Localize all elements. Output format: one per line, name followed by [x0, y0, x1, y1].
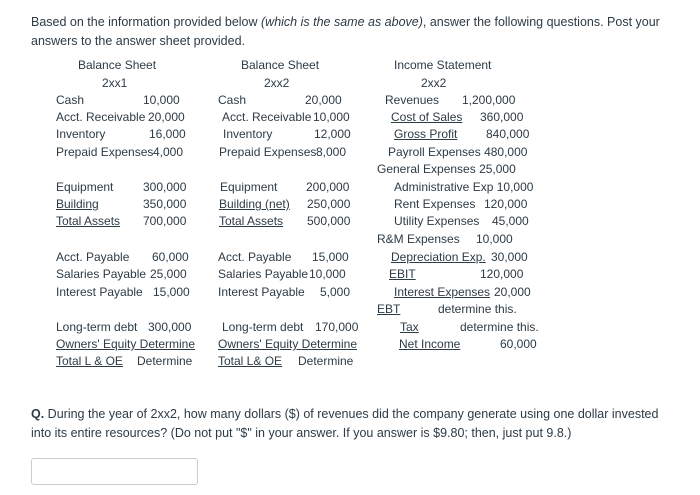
bs2-total-loe-label: Total L& OE — [218, 354, 283, 368]
is-cogs-value: 360,000 — [480, 110, 524, 124]
bs2-cash-value: 20,000 — [305, 93, 342, 107]
bs2-inventory-label: Inventory — [223, 127, 273, 141]
is-utility-value: 45,000 — [492, 214, 529, 228]
bs1-building-label: Building — [56, 197, 99, 211]
bs1-salaries-label: Salaries Payable — [56, 267, 147, 281]
bs1-inventory-label: Inventory — [56, 127, 106, 141]
is-admin-label: Administrative Exp — [394, 180, 494, 194]
bs1-title: Balance Sheet — [78, 58, 157, 72]
is-gross-label: Gross Profit — [394, 127, 458, 141]
bs2-salaries-value: 10,000 — [309, 267, 346, 281]
is-depreciation-row — [391, 250, 531, 264]
instructions-italic: (which is the same as above) — [261, 15, 423, 29]
bs2-equipment-label: Equipment — [220, 180, 278, 194]
bs1-oe-label: Owners' Equity — [56, 337, 137, 351]
bs1-equipment-label: Equipment — [56, 180, 114, 194]
is-tax-value: determine this. — [460, 320, 539, 334]
bs1-year: 2xx1 — [102, 76, 128, 90]
is-ebt-row — [377, 302, 532, 316]
bs2-ltd-label: Long-term debt — [222, 320, 304, 334]
instructions-text — [31, 13, 681, 51]
is-title: Income Statement — [394, 58, 492, 72]
is-gross-row — [394, 127, 531, 141]
bs2-title: Balance Sheet — [241, 58, 320, 72]
bs2-total-assets-row — [219, 214, 352, 228]
bs1-total-loe-row — [56, 354, 195, 368]
bs1-building-row — [56, 197, 192, 211]
bs2-ap-value: 15,000 — [312, 250, 349, 264]
is-cogs-row — [391, 110, 525, 124]
bs2-salaries-label: Salaries Payable — [218, 267, 309, 281]
bs2-inventory-value: 12,000 — [314, 127, 351, 141]
is-gross-value: 840,000 — [486, 127, 530, 141]
is-year: 2xx2 — [421, 76, 447, 90]
bs2-ltd-value: 170,000 — [315, 320, 359, 334]
bs2-building-row — [219, 197, 352, 211]
is-net-income-label: Net Income — [399, 337, 461, 351]
is-utility-label: Utility Expenses — [394, 214, 480, 228]
is-ebit-value: 120,000 — [480, 267, 524, 281]
bs2-oe-label: Owners' Equity — [218, 337, 299, 351]
instructions-pre: Based on the information provided below — [31, 15, 262, 29]
is-depreciation-label: Depreciation Exp. — [391, 250, 486, 264]
bs1-total-loe-value: Determine — [137, 354, 193, 368]
is-ebt-value: determine this. — [438, 302, 517, 316]
bs2-oe-value: Determine — [301, 337, 358, 351]
is-ebit-row — [389, 267, 525, 281]
is-cogs-label: Cost of Sales — [391, 110, 463, 124]
bs1-equipment-value: 300,000 — [143, 180, 187, 194]
is-admin-value: 10,000 — [496, 180, 534, 194]
is-interest-label: Interest Expenses — [394, 285, 491, 299]
is-rent-value: 120,000 — [484, 197, 528, 211]
is-rm-value: 10,000 — [476, 232, 513, 246]
bs1-ar-value: 20,000 — [148, 110, 185, 124]
is-tax-label: Tax — [400, 320, 419, 334]
bs2-year: 2xx2 — [264, 76, 290, 90]
bs2-interest-value: 5,000 — [320, 285, 351, 299]
is-revenues-value: 1,200,000 — [462, 93, 516, 107]
bs1-total-assets-value: 700,000 — [143, 214, 187, 228]
is-interest-value: 20,000 — [494, 285, 531, 299]
question-text — [31, 405, 681, 443]
bs1-building-value: 350,000 — [143, 197, 187, 211]
bs1-ar-label: Acct. Receivable — [56, 110, 146, 124]
question-note: (Do not put "$" in your answer. If you answer is $9.80; then, just put 9.8.) — [170, 426, 572, 440]
is-net-income-value: 60,000 — [500, 337, 537, 351]
bs1-total-assets-row — [56, 214, 192, 228]
bs1-ap-label: Acct. Payable — [56, 250, 130, 264]
bs1-oe-row — [56, 337, 195, 351]
is-payroll-label: Payroll Expenses — [388, 145, 481, 159]
bs1-interest-label: Interest Payable — [56, 285, 143, 299]
bs1-inventory-value: 16,000 — [149, 127, 186, 141]
bs2-interest-label: Interest Payable — [218, 285, 305, 299]
is-tax-row — [400, 320, 540, 334]
is-payroll-value: 480,000 — [484, 145, 528, 159]
is-general-row — [377, 162, 516, 176]
bs1-interest-value: 15,000 — [153, 285, 190, 299]
bs1-cash-label: Cash — [56, 93, 85, 107]
is-admin-row — [394, 180, 533, 194]
bs2-oe-row — [218, 337, 359, 351]
bs1-ltd-value: 300,000 — [148, 320, 192, 334]
bs2-prepaid-label: Prepaid Expenses — [219, 145, 317, 159]
bs2-total-assets-value: 500,000 — [307, 214, 351, 228]
is-general-label: General Expenses — [377, 162, 476, 176]
is-payroll-row — [388, 145, 527, 159]
bs1-total-assets-label: Total Assets — [56, 214, 121, 228]
is-revenues-label: Revenues — [385, 93, 440, 107]
bs1-salaries-value: 25,000 — [150, 267, 187, 281]
bs2-ar-label: Acct. Receivable — [222, 110, 312, 124]
bs1-ap-value: 60,000 — [152, 250, 189, 264]
is-rent-label: Rent Expenses — [394, 197, 476, 211]
bs2-building-label: Building (net) — [219, 197, 290, 211]
instructions-post: , answer the following questions. Post your answers to the answer sheet provided. — [31, 15, 660, 48]
bs2-ar-value: 10,000 — [313, 110, 350, 124]
bs2-ap-label: Acct. Payable — [218, 250, 292, 264]
is-interest-row — [394, 285, 535, 299]
is-depreciation-value: 30,000 — [491, 250, 528, 264]
bs1-cash-value: 10,000 — [143, 93, 180, 107]
bs2-prepaid-value: 8,000 — [316, 145, 347, 159]
bs2-total-loe-row — [218, 354, 355, 368]
bs2-total-loe-value: Determine — [298, 354, 354, 368]
question-number: Q. — [31, 407, 45, 421]
is-ebit-label: EBIT — [389, 267, 416, 281]
bs1-prepaid-label: Prepaid Expenses — [56, 145, 154, 159]
bs1-prepaid-value: 4,000 — [153, 145, 184, 159]
bs1-oe-value: Determine — [139, 337, 196, 351]
bs2-equipment-value: 200,000 — [306, 180, 350, 194]
bs1-ltd-label: Long-term debt — [56, 320, 138, 334]
is-rm-label: R&M Expenses — [377, 232, 460, 246]
is-general-value: 25,000 — [479, 162, 516, 176]
bs2-total-assets-label: Total Assets — [219, 214, 284, 228]
bs2-cash-label: Cash — [218, 93, 247, 107]
question-body: During the year of 2xx2, how many dollars ($) of revenues did the company generate using one dollar invested into its entire resources? — [31, 407, 659, 440]
bs2-building-value: 250,000 — [307, 197, 351, 211]
answer-input[interactable] — [31, 458, 198, 485]
is-net-income-row — [399, 337, 537, 351]
is-ebt-label: EBT — [377, 302, 401, 316]
bs1-total-loe-label: Total L & OE — [56, 354, 123, 368]
